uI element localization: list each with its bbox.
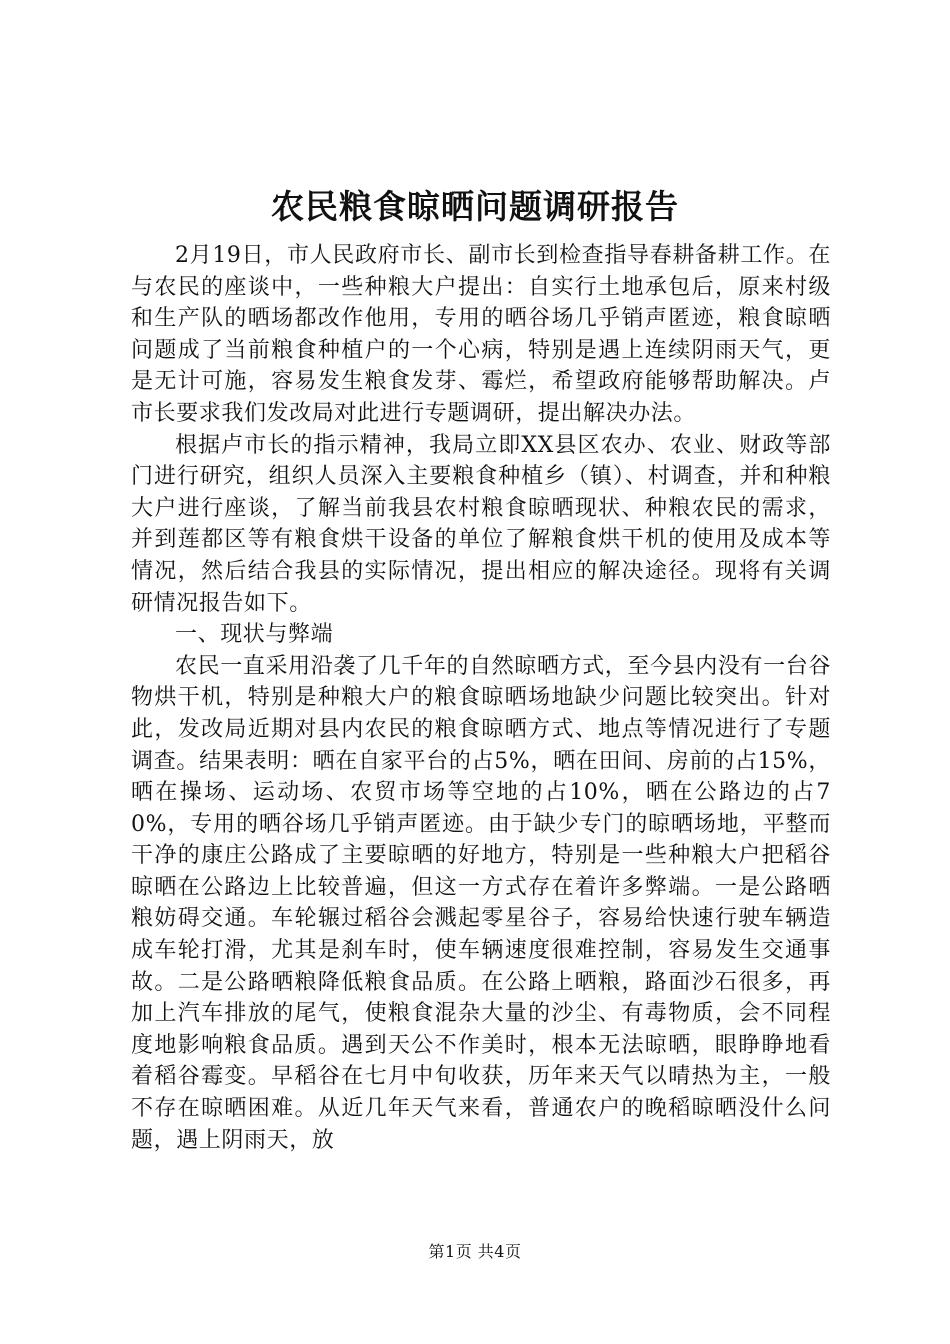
section-heading: 一、现状与弊端 — [175, 622, 334, 648]
document-body — [131, 240, 831, 1156]
paragraph-status: 农民一直采用沿袭了几千年的自然晾晒方式，至今县内没有一台谷物烘干机，特别是种粮大户的粮食晾晒场地缺少问题比较突出。针对此，发改局近期对县内农民的粮食晾晒方式、地点等情况进行了专题调查。结果表明：晒在自家平台的占5%，晒在田间、房前的占15%，晒在操场、运动场、农贸市场等空地的占10%，晒在公路边的占70%，专用的晒谷场几乎销声匿迹。由于缺少专门的晾晒场地，平整而干净的康庄公路成了主要晾晒的好地方，特别是一些种粮大户把稻谷晾晒在公路边上比较普遍，但这一方式存在着许多弊端。一是公路晒粮妨碍交通。车轮辗过稻谷会溅起零星谷子，容易给快速行驶车辆造成车轮打滑，尤其是刹车时，使车辆速度很难控制，容易发生交通事故。二是公路晒粮降低粮食品质。在公路上晒粮，路面沙石很多，再加上汽车排放的尾气，使粮食混杂大量的沙尘、有毒物质，会不同程度地影响粮食品质。遇到天公不作美时，根本无法晾晒，眼睁睁地看着稻谷霉变。早稻谷在七月中旬收获，历年来天气以晴热为主，一般不存在晾晒困难。从近几年天气来看，普通农户的晚稻晾晒没什么问题，遇上阴雨天，放 — [131, 653, 831, 1153]
document-title: 农民粮食晾晒问题调研报告 — [271, 187, 679, 226]
paragraph-intro: 2月19日，市人民政府市长、副市长到检查指导春耕备耕工作。在与农民的座谈中，一些种粮大户提出：自实行土地承包后，原来村级和生产队的晒场都改作他用，专用的晒谷场几乎销声匿迹，粮食晾晒问题成了当前粮食种植户的一个心病，特别是遇上连续阴雨天气，更是无计可施，容易发生粮食发芽、霉烂，希望政府能够帮助解决。卢市长要求我们发改局对此进行专题调研，提出解决办法。 — [131, 243, 831, 426]
page-footer: 第1页 共4页 — [428, 1242, 522, 1261]
paragraph-method: 根据卢市长的指示精神，我局立即XX县区农办、农业、财政等部门进行研究，组织人员深入主要粮食种植乡（镇）、村调查，并和种粮大户进行座谈，了解当前我县农村粮食晾晒现状、种粮农民的需求，并到莲都区等有粮食烘干设备的单位了解粮食烘干机的使用及成本等情况，然后结合我县的实际情况，提出相应的解决途径。现将有关调研情况报告如下。 — [131, 432, 831, 616]
